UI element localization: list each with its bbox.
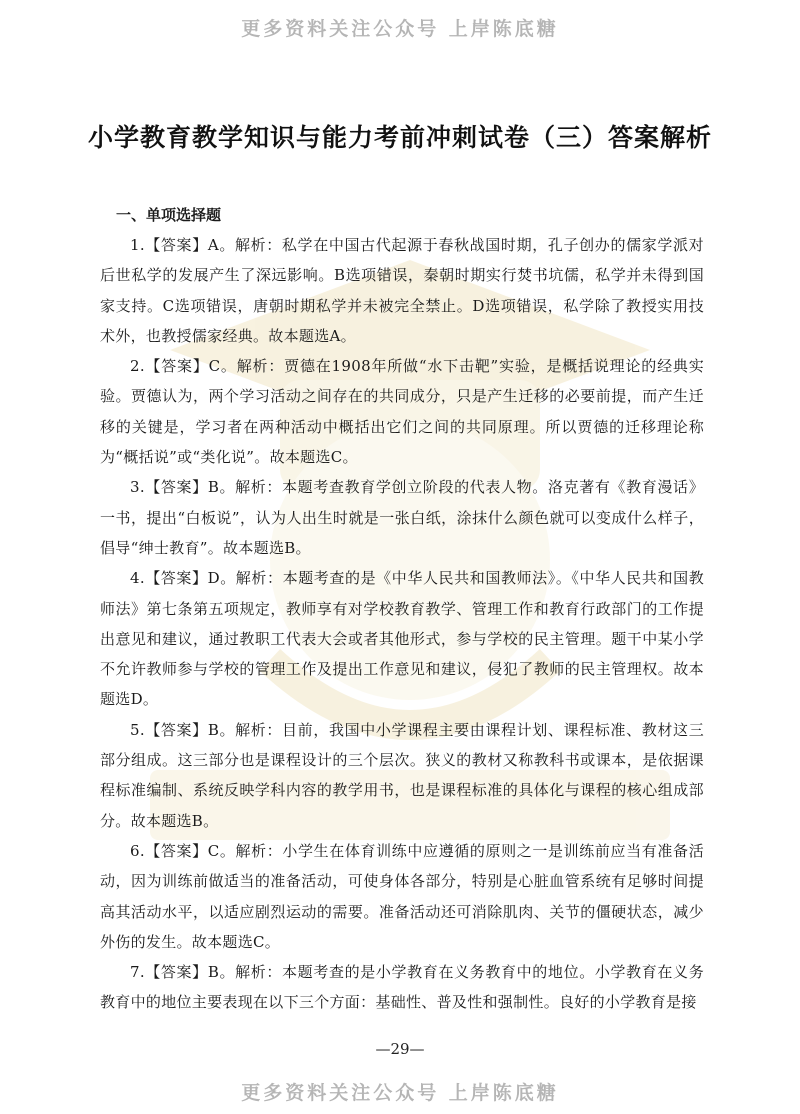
answer-item-6: 6.【答案】C。解析：小学生在体育训练中应遵循的原则之一是训练前应当有准备活动，因为训练前做适当的准备活动，可使身体各部分，特别是心脏血管系统有足够时间提高其活动水平，以适应剧烈运动的需要。准备活动还可消除肌肉、关节的僵硬状态，减少外伤的发生。故本题选C。 xyxy=(100,841,704,951)
footer-banner: 更多资料关注公众号 上岸陈底糖 xyxy=(241,1082,559,1104)
page-number: —29— xyxy=(375,1040,425,1058)
section-heading: 一、单项选择题 xyxy=(116,206,222,224)
header-banner: 更多资料关注公众号 上岸陈底糖 xyxy=(241,18,559,40)
page-title: 小学教育教学知识与能力考前冲刺试卷（三）答案解析 xyxy=(87,123,712,152)
answer-item-1: 1.【答案】A。解析：私学在中国古代起源于春秋战国时期，孔子创办的儒家学派对后世私学的发展产生了深远影响。B选项错误，秦朝时期实行焚书坑儒，私学并未得到国家支持。C选项错误，唐朝时期私学并未被完全禁止。D选项错误，私学除了教授实用技术外，也教授儒家经典。故本题选A。 xyxy=(100,236,704,345)
document-body xyxy=(100,200,704,1018)
answer-item-4: 4.【答案】D。解析：本题考查的是《中华人民共和国教师法》。《中华人民共和国教师法》第七条第五项规定，教师享有对学校教育教学、管理工作和教育行政部门的工作提出意见和建议，通过教职工代表大会或者其他形式，参与学校的民主管理。题干中某小学不允许教师参与学校的管理工作及提出工作意见和建议，侵犯了教师的民主管理权。故本题选D。 xyxy=(100,569,704,709)
answer-item-5: 5.【答案】B。解析：目前，我国中小学课程主要由课程计划、课程标准、教材这三部分组成。这三部分也是课程设计的三个层次。狭义的教材又称教科书或课本，是依据课程标准编制、系统反映学科内容的教学用书，也是课程标准的具体化与课程的核心组成部分。故本题选B。 xyxy=(100,720,704,830)
answer-item-3: 3.【答案】B。解析：本题考查教育学创立阶段的代表人物。洛克著有《教育漫话》一书，提出“白板说”，认为人出生时就是一张白纸，涂抹什么颜色就可以变成什么样子，倡导“绅士教育”。故本题选B。 xyxy=(100,478,704,557)
answer-item-2: 2.【答案】C。解析：贾德在1908年所做“水下击靶”实验，是概括说理论的经典实验。贾德认为，两个学习活动之间存在的共同成分，只是产生迁移的必要前提，而产生迁移的关键是，学习者在两种活动中概括出它们之间的共同原理。所以贾德的迁移理论称为“概括说”或“类化说”。故本题选C。 xyxy=(100,357,704,467)
answer-item-7: 7.【答案】B。解析：本题考查的是小学教育在义务教育中的地位。小学教育在义务教育中的地位主要表现在以下三个方面：基础性、普及性和强制性。良好的小学教育是接 xyxy=(100,963,704,1012)
